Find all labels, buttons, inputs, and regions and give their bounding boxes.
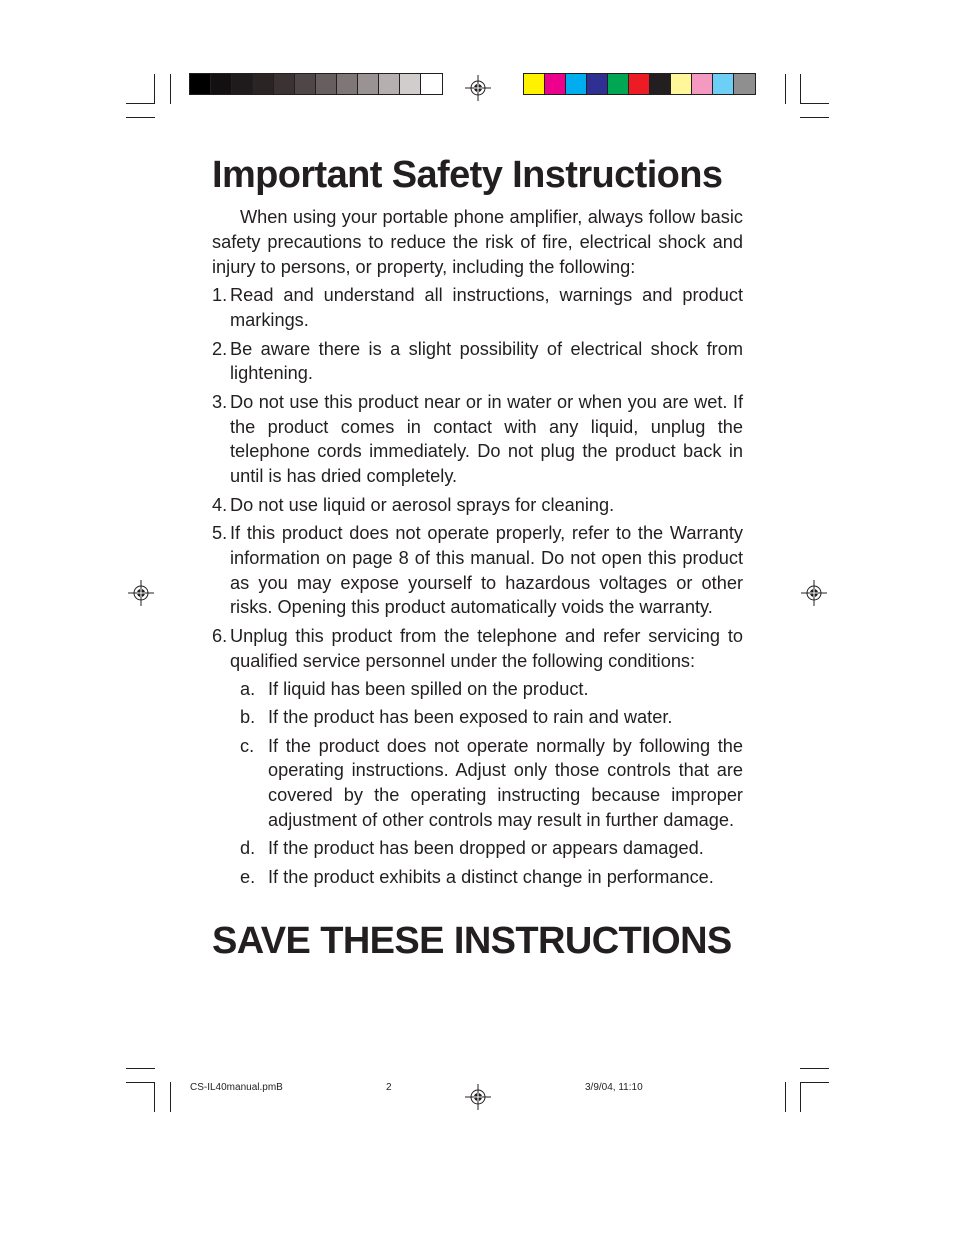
color-swatch (713, 74, 734, 94)
sub-item-text: If the product has been dropped or appears damaged. (268, 838, 704, 859)
item-text: Do not use liquid or aerosol sprays for cleaning. (230, 494, 615, 515)
item-number: 2. (212, 338, 228, 359)
color-swatch (232, 74, 253, 94)
sub-item-letter: c. (240, 735, 255, 756)
list-item (212, 337, 743, 387)
color-swatch (734, 74, 755, 94)
crop-mark (154, 74, 155, 104)
color-swatch (190, 74, 211, 94)
color-swatch (421, 74, 442, 94)
sub-item-letter: e. (240, 866, 256, 887)
crop-mark (126, 103, 155, 104)
sub-item-text: If the product does not operate normally by following the operating instructions. Adjust only those controls that are covered by the operating instructing because improper adjustment of other controls may result in further damage. (268, 735, 743, 831)
crop-mark (800, 103, 829, 104)
color-swatch (400, 74, 421, 94)
color-swatch (274, 74, 295, 94)
sub-list-item (212, 705, 743, 730)
crop-mark (800, 74, 801, 104)
crop-mark (800, 1082, 829, 1083)
color-swatch (337, 74, 358, 94)
item-number: 6. (212, 625, 228, 646)
item-number: 4. (212, 494, 228, 515)
list-item (212, 283, 743, 333)
color-swatch (650, 74, 671, 94)
registration-mark-icon (801, 580, 827, 606)
crop-mark (154, 1082, 155, 1112)
item-number: 5. (212, 522, 228, 543)
grayscale-color-bar (190, 74, 442, 94)
crop-mark (126, 1068, 155, 1069)
registration-mark-icon (465, 1084, 491, 1110)
sub-list-item (212, 836, 743, 861)
crop-mark (170, 1082, 171, 1112)
registration-mark-icon (128, 580, 154, 606)
sub-list-item (212, 865, 743, 890)
intro-paragraph: When using your portable phone amplifier, always follow basic safety precautions to reduce the risk of fire, electrical shock and injury to persons, or property, including the following: (212, 207, 743, 277)
list-item (212, 624, 743, 674)
item-text: Read and understand all instructions, warnings and product markings. (230, 285, 743, 331)
crop-mark (126, 1082, 155, 1083)
crop-mark (785, 1082, 786, 1112)
color-swatch (629, 74, 650, 94)
sub-item-text: If the product has been exposed to rain and water. (268, 707, 673, 728)
list-item (212, 390, 743, 489)
sub-item-text: If the product exhibits a distinct change in performance. (268, 866, 714, 887)
item-number: 1. (212, 285, 228, 306)
color-swatch (524, 74, 545, 94)
color-swatch (211, 74, 232, 94)
footer-filename: CS-IL40manual.pmB (190, 1082, 283, 1093)
list-item (212, 493, 743, 518)
color-swatch (358, 74, 379, 94)
item-text: Do not use this product near or in water or when you are wet. If the product comes in contact with any liquid, unplug the telephone cords immediately. Do not plug the product back in until is has dried completely. (230, 391, 743, 487)
color-swatch (545, 74, 566, 94)
color-swatch (253, 74, 274, 94)
color-swatch (295, 74, 316, 94)
sub-item-letter: d. (240, 838, 256, 859)
process-color-bar (524, 74, 755, 94)
footer-page-number: 2 (386, 1082, 392, 1093)
item-text: Be aware there is a slight possibility of electrical shock from lightening. (230, 338, 743, 384)
save-instructions-heading: SAVE THESE INSTRUCTIONS (212, 920, 732, 962)
color-swatch (379, 74, 400, 94)
sub-item-letter: a. (240, 678, 256, 699)
sub-item-letter: b. (240, 707, 256, 728)
crop-mark (785, 74, 786, 104)
item-text: If this product does not operate properly, refer to the Warranty information on page 8 of this manual. Do not open this product as you may expose yourself to hazardous voltages or other risks. Opening this product automatically voids the warranty. (230, 522, 743, 618)
crop-mark (800, 1068, 829, 1069)
color-swatch (692, 74, 713, 94)
crop-mark (800, 117, 829, 118)
crop-mark (126, 117, 155, 118)
sub-list-item (212, 677, 743, 702)
crop-mark (170, 74, 171, 104)
color-swatch (566, 74, 587, 94)
item-number: 3. (212, 391, 228, 412)
registration-mark-icon (465, 75, 491, 101)
sub-item-text: If liquid has been spilled on the product. (268, 678, 589, 699)
footer-datetime: 3/9/04, 11:10 (585, 1082, 643, 1093)
page-title: Important Safety Instructions (212, 154, 723, 196)
color-swatch (316, 74, 337, 94)
color-swatch (608, 74, 629, 94)
list-item (212, 521, 743, 620)
color-swatch (671, 74, 692, 94)
item-text: Unplug this product from the telephone and refer servicing to qualified service personnel under the following conditions: (230, 625, 743, 671)
safety-instructions-body (212, 205, 743, 893)
sub-list-item (212, 734, 743, 833)
crop-mark (800, 1082, 801, 1112)
color-swatch (587, 74, 608, 94)
